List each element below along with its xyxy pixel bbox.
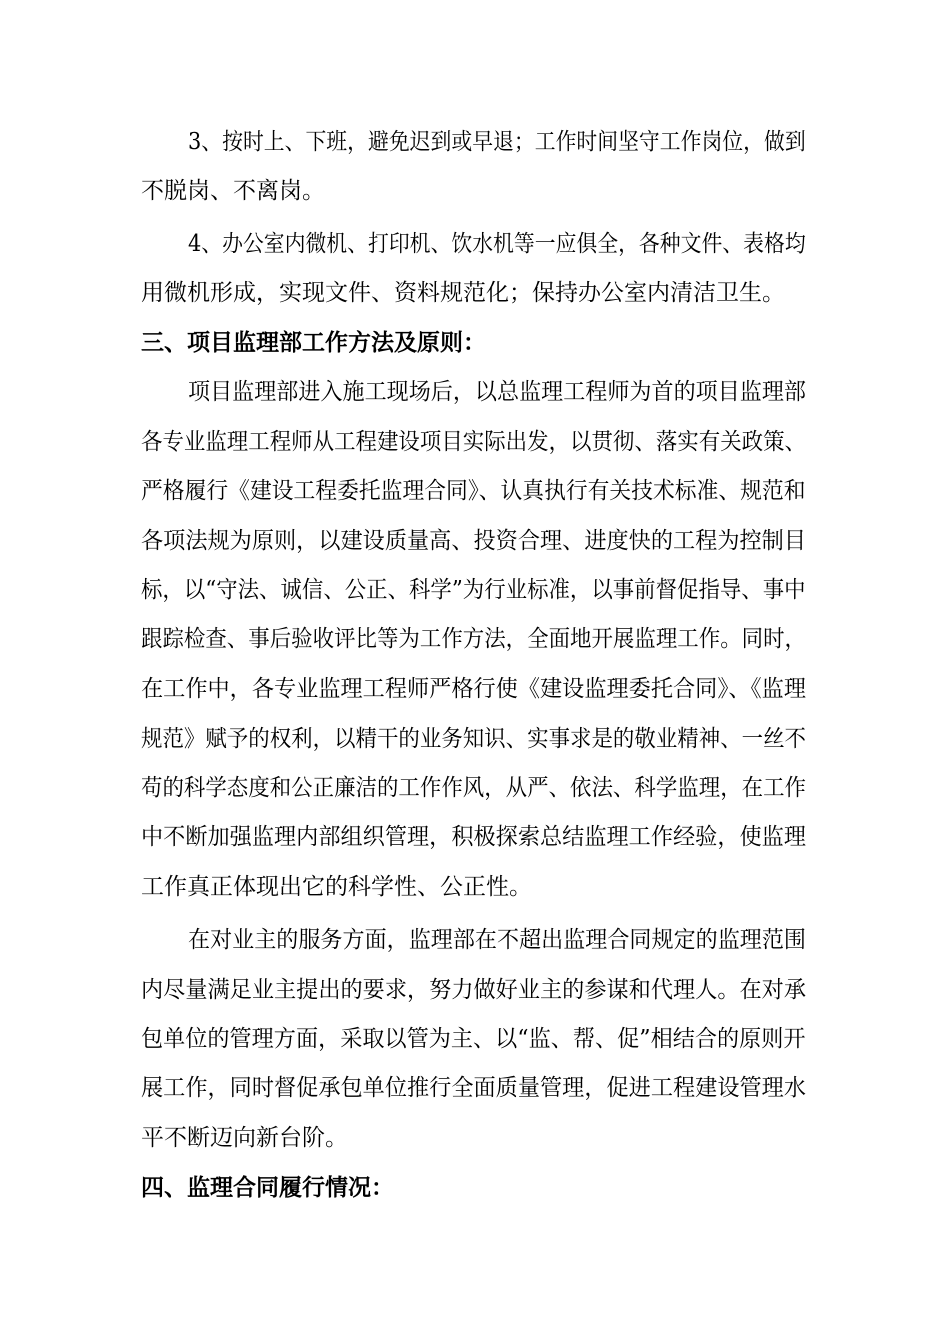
- section-heading-4: 四、监理合同履行情况：: [141, 1174, 394, 1201]
- methods-paragraph-line-2: 各专业监理工程师从工程建设项目实际出发，以贯彻、落实有关政策、: [141, 429, 806, 455]
- section-heading-3: 三、项目监理部工作方法及原则：: [141, 329, 486, 356]
- service-paragraph-line-5: 平不断迈向新台阶。: [141, 1125, 348, 1151]
- methods-paragraph-line-8: 规范》赋予的权利，以精干的业务知识、实事求是的敬业精神、一丝不: [141, 726, 806, 752]
- paragraph-3-line-2: 不脱岗、不离岗。: [141, 178, 325, 204]
- methods-paragraph-line-5: 标，以“守法、诚信、公正、科学”为行业标准，以事前督促指导、事中: [141, 577, 806, 603]
- service-paragraph-line-3: 包单位的管理方面，采取以管为主、以“监、帮、促”相结合的原则开: [141, 1026, 806, 1052]
- methods-paragraph-line-10: 中不断加强监理内部组织管理，积极探索总结监理工作经验，使监理: [141, 824, 806, 850]
- paragraph-3-line-1: 3、按时上、下班，避免迟到或早退；工作时间坚守工作岗位，做到: [188, 129, 806, 155]
- methods-paragraph-line-4: 各项法规为原则，以建设质量高、投资合理、进度快的工程为控制目: [141, 528, 806, 554]
- methods-paragraph-line-7: 在工作中，各专业监理工程师严格行使《建设监理委托合同》、《监理: [141, 676, 806, 702]
- service-paragraph-line-2: 内尽量满足业主提出的要求，努力做好业主的参谋和代理人。在对承: [141, 977, 806, 1003]
- methods-paragraph-line-6: 跟踪检查、事后验收评比等为工作方法，全面地开展监理工作。同时，: [141, 626, 806, 652]
- service-paragraph-line-1: 在对业主的服务方面，监理部在不超出监理合同规定的监理范围: [188, 927, 806, 953]
- service-paragraph-line-4: 展工作，同时督促承包单位推行全面质量管理，促进工程建设管理水: [141, 1075, 806, 1101]
- paragraph-4-line-2: 用微机形成，实现文件、资料规范化；保持办公室内清洁卫生。: [141, 280, 785, 306]
- methods-paragraph-line-3: 严格履行《建设工程委托监理合同》、认真执行有关技术标准、规范和: [141, 478, 806, 504]
- methods-paragraph-line-1: 项目监理部进入施工现场后，以总监理工程师为首的项目监理部: [188, 379, 806, 405]
- methods-paragraph-line-9: 苟的科学态度和公正廉洁的工作作风，从严、依法、科学监理，在工作: [141, 775, 806, 801]
- methods-paragraph-line-11: 工作真正体现出它的科学性、公正性。: [141, 874, 532, 900]
- paragraph-4-line-1: 4、办公室内微机、打印机、饮水机等一应俱全，各种文件、表格均: [188, 231, 806, 257]
